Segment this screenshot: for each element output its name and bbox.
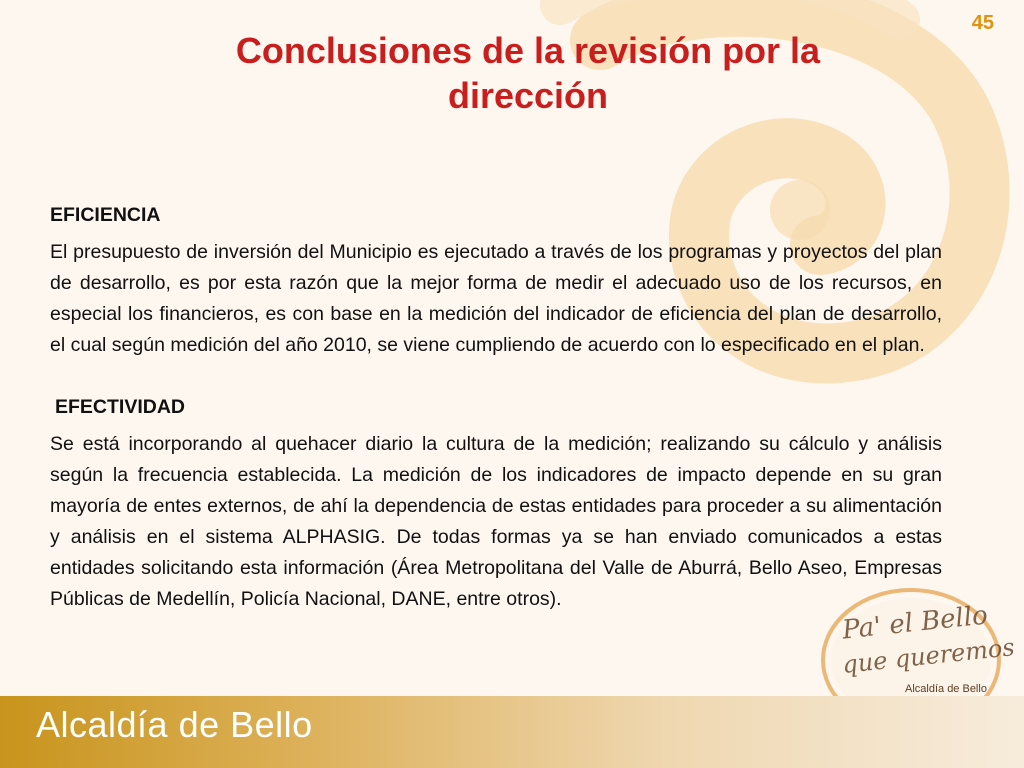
logo-slogan-line-1: Pa' el Bello <box>840 600 990 646</box>
section-heading-efectividad: EFECTIVIDAD <box>55 396 186 418</box>
footer-brand-text: Alcaldía de Bello <box>36 704 313 745</box>
slide-title <box>200 28 856 118</box>
slide-title-line-1: Conclusiones de la revisión por la <box>235 30 821 71</box>
section-heading-eficiencia: EFICIENCIA <box>50 204 161 226</box>
slide-number: 45 <box>971 12 994 34</box>
section-text-efectividad: Se está incorporando al quehacer diario la cultura de la medición; realizando su cálculo y análisis según la frecuencia establecida. La medición de los indicadores de impacto depende en su gran mayoría de entes externos, de ahí la dependencia de estas entidades para proceder a su alimentación y análisis en el sistema ALPHASIG. De todas formas ya se han enviado comunicados a estas entidades solicitando esta información (Área Metropolitana del Valle de Aburrá, Bello Aseo, Empresas Públicas de Medellín, Policía Nacional, DANE, entre otros). <box>50 433 942 610</box>
slide-title-line-2: dirección <box>447 75 609 116</box>
section-text-eficiencia: El presupuesto de inversión del Municipio es ejecutado a través de los programas y proyectos del plan de desarrollo, es por esta razón que la mejor forma de medir el adecuado uso de los recursos, en especial los financieros, es con base en la medición del indicador de eficiencia del plan de desarrollo, el cual según medición del año 2010, se viene cumpliendo de acuerdo con lo especificado en el plan. <box>50 241 942 356</box>
slide-body <box>50 200 942 615</box>
logo-caption: Alcaldía de Bello <box>905 683 987 695</box>
logo-slogan-line-2: que queremos <box>841 633 1016 679</box>
